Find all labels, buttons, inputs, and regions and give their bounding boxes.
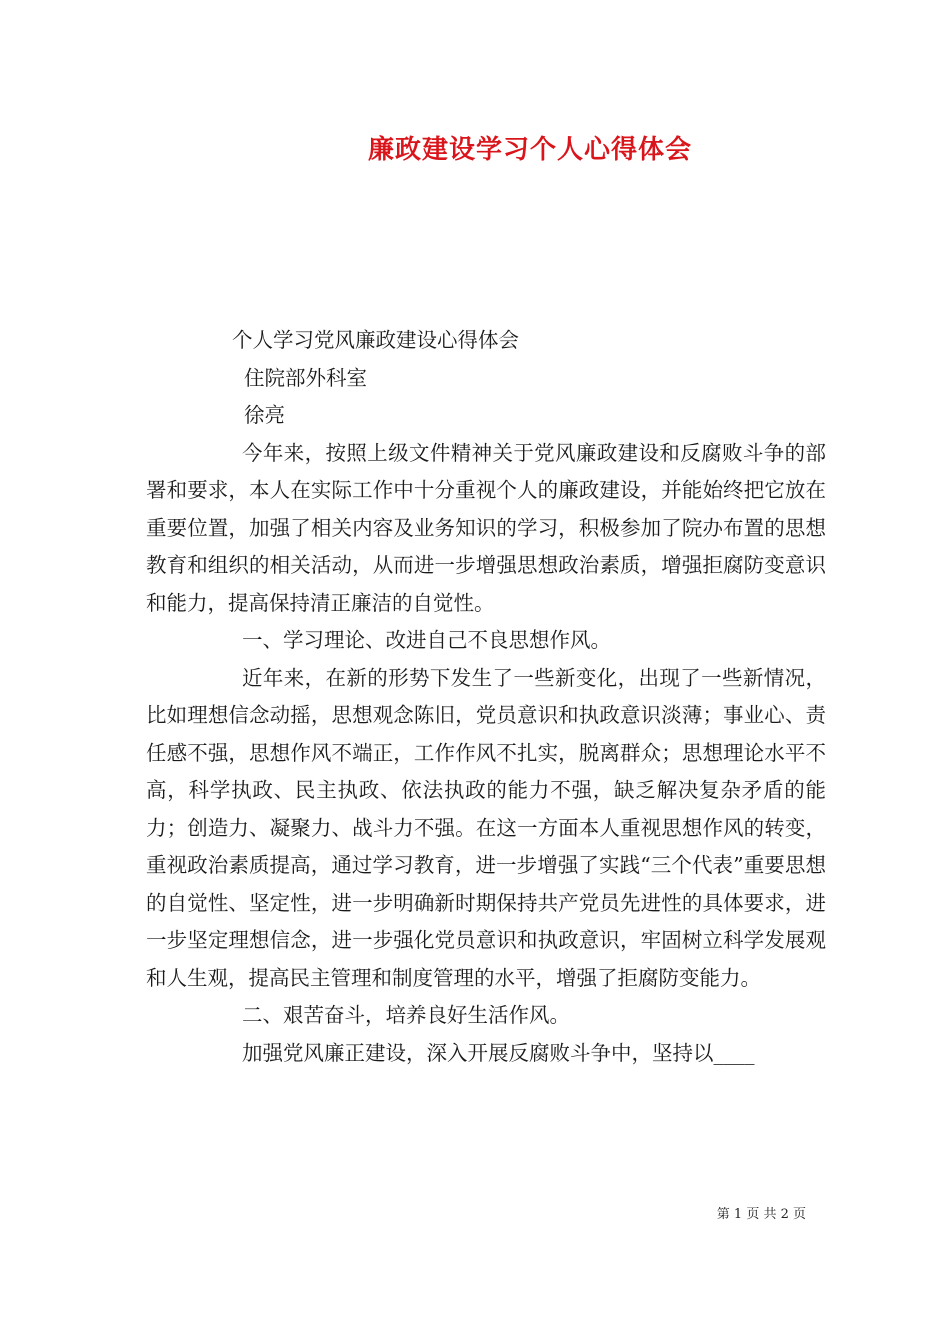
document-title: 廉政建设学习个人心得体会 bbox=[367, 135, 692, 165]
section-heading: 一、学习理论、改进自己不良思想作风。 bbox=[242, 628, 611, 652]
document-body bbox=[146, 322, 826, 1072]
section-heading: 二、艰苦奋斗，培养良好生活作风。 bbox=[242, 1003, 570, 1027]
author-name: 徐亮 bbox=[244, 403, 285, 427]
document-subtitle: 个人学习党风廉政建设心得体会 bbox=[232, 328, 519, 352]
department-label: 住院部外科室 bbox=[244, 365, 367, 390]
page-number: 第 1 页 共 2 页 bbox=[716, 1207, 806, 1222]
body-paragraph: 今年来，按照上级文件精神关于党风廉政建设和反腐败斗争的部署和要求，本人在实际工作中十分重视个人的廉政建设，并能始终把它放在重要位置，加强了相关内容及业务知识的学习，积极参加了院办布置的思想教育和组织的相关活动，从而进一步增强思想政治素质，增强拒腐防变意识和能力，提高保持清正廉洁的自觉性。 bbox=[146, 440, 826, 615]
body-paragraph: 近年来，在新的形势下发生了一些新变化，出现了一些新情况，比如理想信念动摇，思想观念陈旧，党员意识和执政意识淡薄；事业心、责任感不强，思想作风不端正，工作作风不扎实，脱离群众；思想理论水平不高，科学执政、民主执政、依法执政的能力不强，缺乏解决复杂矛盾的能力；创造力、凝聚力、战斗力不强。在这一方面本人重视思想作风的转变，重视政治素质提高，通过学习教育，进一步增强了实践“三个代表”重要思想的自觉性、坚定性，进一步明确新时期保持共产党员先进性的具体要求，进一步坚定理想信念，进一步强化党员意识和执政意识，牢固树立科学发展观和人生观，提高民主管理和制度管理的水平，增强了拒腐防变能力。 bbox=[146, 665, 826, 990]
body-paragraph: 加强党风廉正建设，深入开展反腐败斗争中，坚持以____ bbox=[242, 1040, 755, 1065]
